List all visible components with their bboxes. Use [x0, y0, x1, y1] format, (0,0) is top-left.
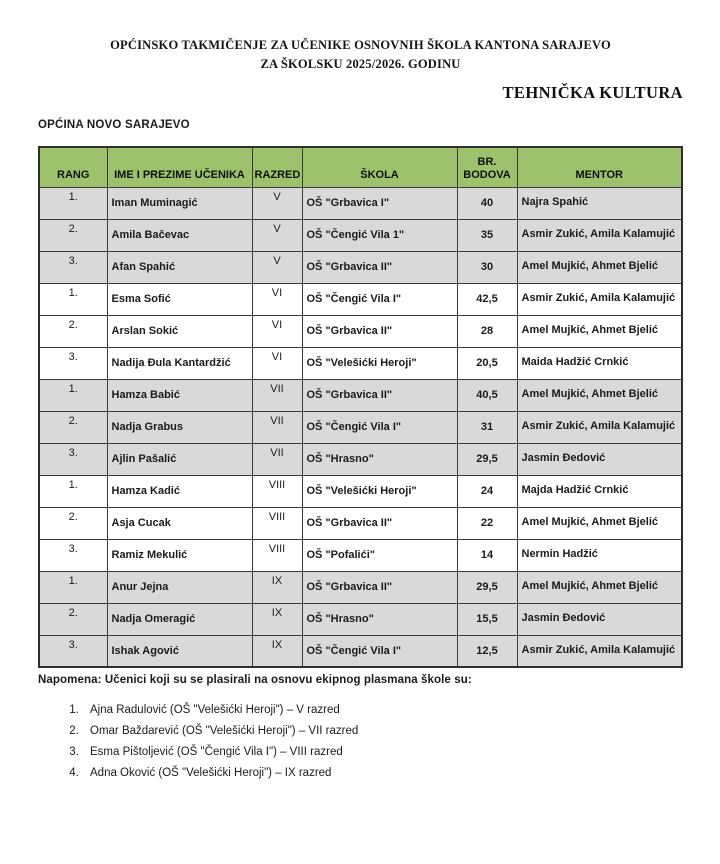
rank-cell: 1.: [39, 379, 107, 411]
mentor-cell: Amel Mujkić, Ahmet Bjelić: [517, 379, 682, 411]
name-cell: Ishak Agović: [107, 635, 252, 667]
school-cell: OŠ "Grbavica II": [302, 251, 457, 283]
mentor-cell: Asmir Zukić, Amila Kalamujić: [517, 635, 682, 667]
name-cell: Ramiz Mekulić: [107, 539, 252, 571]
mentor-cell: Amel Mujkić, Ahmet Bjelić: [517, 507, 682, 539]
grade-cell: V: [252, 187, 302, 219]
grade-cell: VIII: [252, 539, 302, 571]
table-row: [39, 635, 682, 667]
points-cell: 30: [457, 251, 517, 283]
name-cell: Amila Bačevac: [107, 219, 252, 251]
school-cell: OŠ "Grbavica II": [302, 507, 457, 539]
rank-cell: 1.: [39, 283, 107, 315]
rank-cell: 2.: [39, 603, 107, 635]
rank-cell: 2.: [39, 219, 107, 251]
table-header-row: [39, 147, 682, 187]
mentor-cell: Najra Spahić: [517, 187, 682, 219]
rank-cell: 2.: [39, 315, 107, 347]
school-cell: OŠ "Čengić Vila 1": [302, 219, 457, 251]
column-header-bodova: BR. BODOVA: [457, 147, 517, 187]
school-cell: OŠ "Hrasno": [302, 603, 457, 635]
column-header-mentor: MENTOR: [517, 147, 682, 187]
table-row: [39, 507, 682, 539]
mentor-cell: Jasmin Đedović: [517, 603, 682, 635]
school-cell: OŠ "Grbavica II": [302, 315, 457, 347]
school-cell: OŠ "Čengić Vila I": [302, 635, 457, 667]
school-cell: OŠ "Čengić Vila I": [302, 283, 457, 315]
rank-cell: 3.: [39, 539, 107, 571]
name-cell: Asja Cucak: [107, 507, 252, 539]
note-list: [82, 700, 683, 784]
name-cell: Anur Jejna: [107, 571, 252, 603]
rank-cell: 3.: [39, 635, 107, 667]
grade-cell: VI: [252, 315, 302, 347]
table-body: [39, 187, 682, 667]
points-cell: 20,5: [457, 347, 517, 379]
school-cell: OŠ "Hrasno": [302, 443, 457, 475]
mentor-cell: Amel Mujkić, Ahmet Bjelić: [517, 571, 682, 603]
grade-cell: VIII: [252, 475, 302, 507]
name-cell: Nadija Đula Kantardžić: [107, 347, 252, 379]
school-cell: OŠ "Grbavica II": [302, 571, 457, 603]
table-row: [39, 571, 682, 603]
mentor-cell: Nermin Hadžić: [517, 539, 682, 571]
name-cell: Arslan Sokić: [107, 315, 252, 347]
rank-cell: 3.: [39, 251, 107, 283]
column-header-ime: IME I PREZIME UČENIKA: [107, 147, 252, 187]
table-row: [39, 539, 682, 571]
mentor-cell: Asmir Zukić, Amila Kalamujić: [517, 219, 682, 251]
results-table: [38, 146, 683, 668]
mentor-cell: Amel Mujkić, Ahmet Bjelić: [517, 251, 682, 283]
subject-title: TEHNIČKA KULTURA: [502, 83, 683, 102]
school-cell: OŠ "Velešićki Heroji": [302, 347, 457, 379]
points-cell: 12,5: [457, 635, 517, 667]
table-header: [39, 147, 682, 187]
name-cell: Nadja Grabus: [107, 411, 252, 443]
points-cell: 24: [457, 475, 517, 507]
note-heading: Napomena: Učenici koji su se plasirali na osnovu ekipnog plasmana škole su:: [38, 674, 472, 686]
points-cell: 40: [457, 187, 517, 219]
grade-cell: V: [252, 219, 302, 251]
mentor-cell: Jasmin Đedović: [517, 443, 682, 475]
table-row: [39, 379, 682, 411]
grade-cell: IX: [252, 635, 302, 667]
table-row: [39, 219, 682, 251]
rank-cell: 1.: [39, 571, 107, 603]
table-row: [39, 603, 682, 635]
grade-cell: VIII: [252, 507, 302, 539]
points-cell: 28: [457, 315, 517, 347]
grade-cell: IX: [252, 571, 302, 603]
grade-cell: V: [252, 251, 302, 283]
points-cell: 42,5: [457, 283, 517, 315]
school-cell: OŠ "Velešićki Heroji": [302, 475, 457, 507]
note-item: 1. Ajna Radulović (OŠ "Velešićki Heroji") – V razred: [82, 700, 683, 721]
rank-cell: 2.: [39, 411, 107, 443]
name-cell: Ajlin Pašalić: [107, 443, 252, 475]
note-item: 2. Omar Baždarević (OŠ "Velešićki Heroji") – VII razred: [82, 721, 683, 742]
table-row: [39, 187, 682, 219]
table-row: [39, 411, 682, 443]
note-item: 4. Adna Oković (OŠ "Velešićki Heroji") – IX razred: [82, 763, 683, 784]
name-cell: Hamza Babić: [107, 379, 252, 411]
mentor-cell: Maida Hadžić Crnkić: [517, 347, 682, 379]
name-cell: Afan Spahić: [107, 251, 252, 283]
mentor-cell: Amel Mujkić, Ahmet Bjelić: [517, 315, 682, 347]
school-cell: OŠ "Grbavica I": [302, 187, 457, 219]
page-title-line2: ZA ŠKOLSKU 2025/2026. GODINU: [260, 57, 461, 71]
column-header-rang: RANG: [39, 147, 107, 187]
points-cell: 40,5: [457, 379, 517, 411]
points-cell: 22: [457, 507, 517, 539]
points-cell: 29,5: [457, 443, 517, 475]
rank-cell: 1.: [39, 475, 107, 507]
points-cell: 31: [457, 411, 517, 443]
table-row: [39, 251, 682, 283]
table-row: [39, 443, 682, 475]
note-item: 3. Esma Pištoljević (OŠ "Čengić Vila I") – VIII razred: [82, 742, 683, 763]
rank-cell: 3.: [39, 347, 107, 379]
mentor-cell: Majda Hadžić Crnkić: [517, 475, 682, 507]
name-cell: Iman Muminagić: [107, 187, 252, 219]
grade-cell: VII: [252, 443, 302, 475]
points-cell: 35: [457, 219, 517, 251]
municipality-label: OPĆINA NOVO SARAJEVO: [38, 119, 190, 131]
grade-cell: VI: [252, 283, 302, 315]
points-cell: 15,5: [457, 603, 517, 635]
table-row: [39, 315, 682, 347]
grade-cell: VI: [252, 347, 302, 379]
points-cell: 29,5: [457, 571, 517, 603]
grade-cell: IX: [252, 603, 302, 635]
school-cell: OŠ "Grbavica II": [302, 379, 457, 411]
rank-cell: 3.: [39, 443, 107, 475]
name-cell: Hamza Kadić: [107, 475, 252, 507]
column-header-razred: RAZRED: [252, 147, 302, 187]
school-cell: OŠ "Čengić Vila I": [302, 411, 457, 443]
table-row: [39, 475, 682, 507]
column-header-skola: ŠKOLA: [302, 147, 457, 187]
mentor-cell: Asmir Zukić, Amila Kalamujić: [517, 411, 682, 443]
rank-cell: 2.: [39, 507, 107, 539]
rank-cell: 1.: [39, 187, 107, 219]
grade-cell: VII: [252, 379, 302, 411]
table-row: [39, 347, 682, 379]
name-cell: Esma Sofić: [107, 283, 252, 315]
mentor-cell: Asmir Zukić, Amila Kalamujić: [517, 283, 682, 315]
school-cell: OŠ "Pofalići": [302, 539, 457, 571]
grade-cell: VII: [252, 411, 302, 443]
table-row: [39, 283, 682, 315]
name-cell: Nadja Omeragić: [107, 603, 252, 635]
page-title-line1: OPĆINSKO TAKMIČENJE ZA UČENIKE OSNOVNIH ŠKOLA KANTONA SARAJEVO: [110, 38, 611, 52]
points-cell: 14: [457, 539, 517, 571]
